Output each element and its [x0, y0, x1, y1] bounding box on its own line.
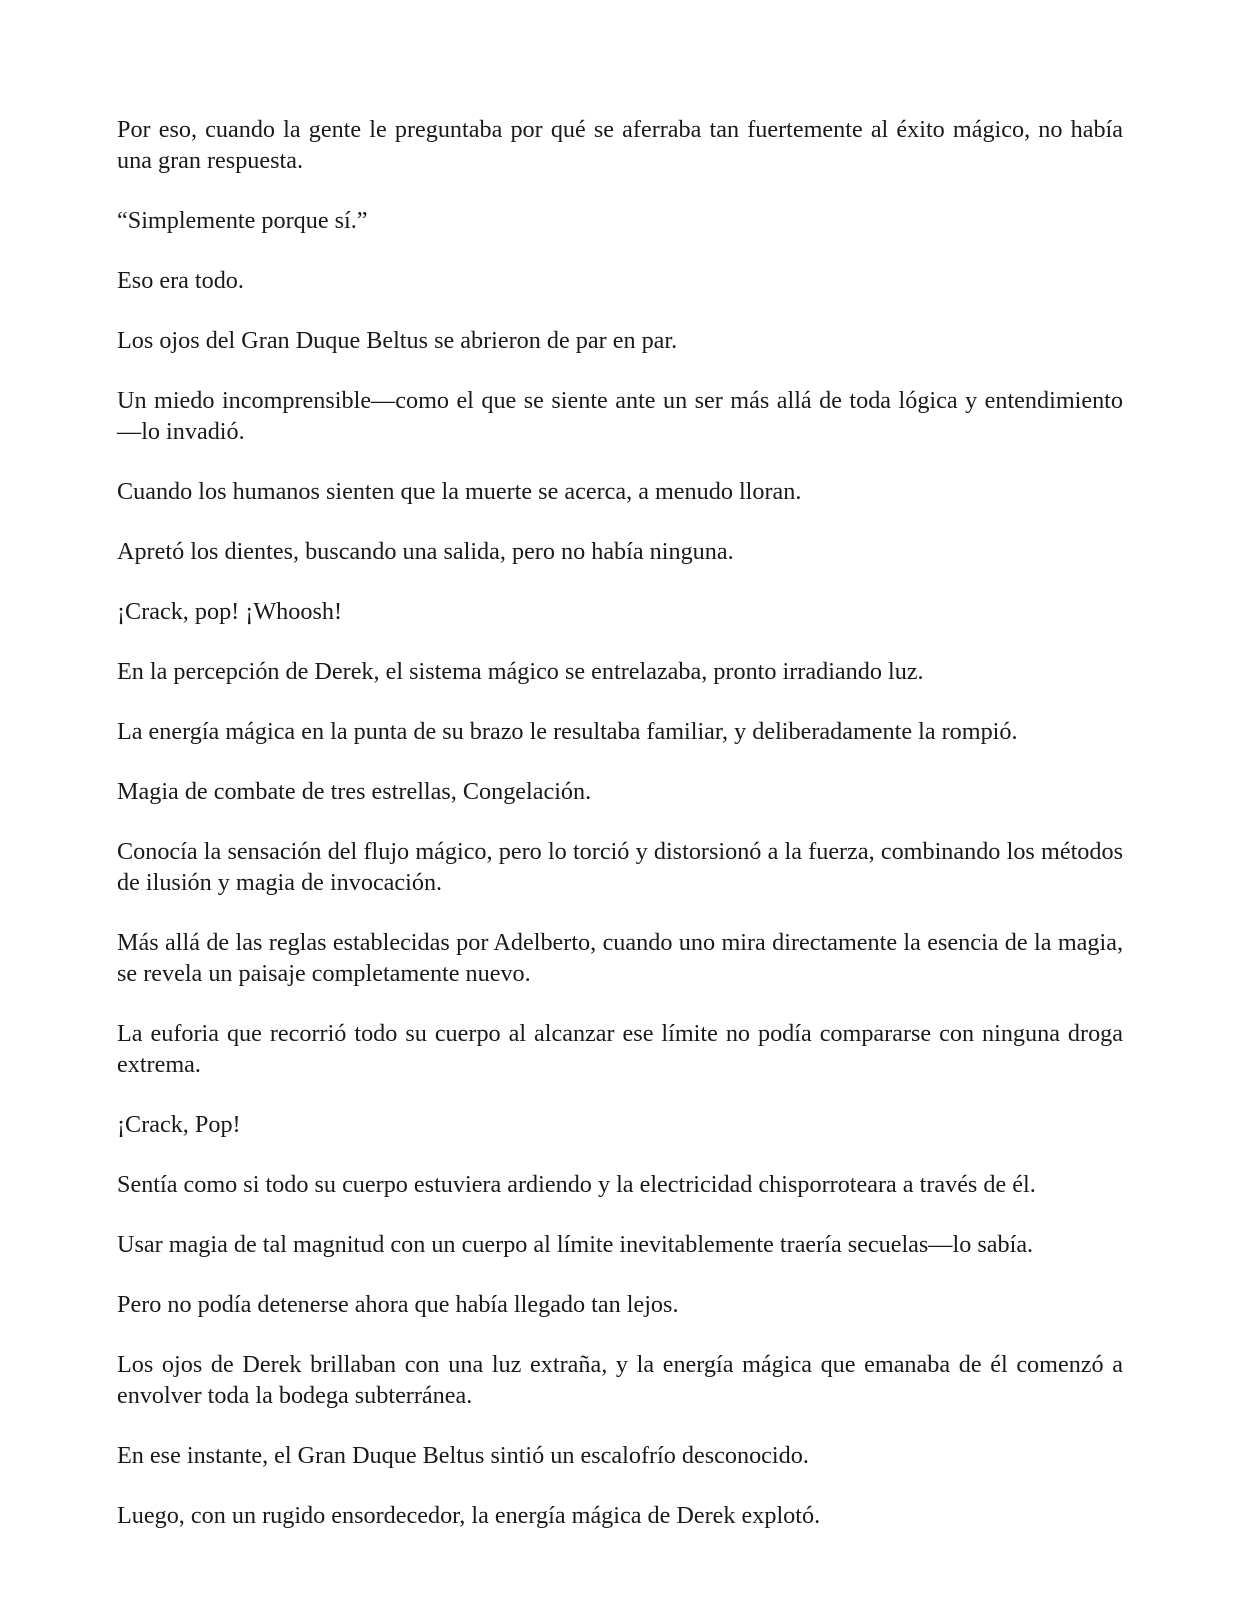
paragraph: “Simplemente porque sí.” — [117, 207, 368, 234]
paragraph: Pero no podía detenerse ahora que había llegado tan lejos. — [117, 1291, 679, 1318]
paragraph: Conocía la sensación del flujo mágico, pero lo torció y distorsionó a la fuerza, combinando los métodos de ilusión y magia de invocación. — [117, 838, 1123, 896]
paragraph: Los ojos del Gran Duque Beltus se abrieron de par en par. — [117, 327, 678, 354]
paragraph: Más allá de las reglas establecidas por Adelberto, cuando uno mira directamente la esencia de la magia, se revela un paisaje completamente nuevo. — [117, 929, 1123, 987]
paragraph: Eso era todo. — [117, 267, 244, 294]
paragraph: Usar magia de tal magnitud con un cuerpo al límite inevitablemente traería secuelas—lo sabía. — [117, 1231, 1034, 1258]
paragraph: La energía mágica en la punta de su brazo le resultaba familiar, y deliberadamente la rompió. — [117, 718, 1018, 745]
paragraph: ¡Crack, pop! ¡Whoosh! — [117, 598, 343, 625]
paragraph: La euforia que recorrió todo su cuerpo al alcanzar ese límite no podía compararse con ninguna droga extrema. — [117, 1020, 1123, 1078]
paragraph: En la percepción de Derek, el sistema mágico se entrelazaba, pronto irradiando luz. — [117, 658, 924, 685]
paragraph: ¡Crack, Pop! — [117, 1111, 241, 1138]
body-text — [117, 114, 1123, 1560]
paragraph: Los ojos de Derek brillaban con una luz extraña, y la energía mágica que emanaba de él comenzó a envolver toda la bodega subterránea. — [117, 1351, 1123, 1409]
paragraph: Sentía como si todo su cuerpo estuviera ardiendo y la electricidad chisporroteara a través de él. — [117, 1171, 1036, 1198]
paragraph: Un miedo incomprensible—como el que se siente ante un ser más allá de toda lógica y entendimiento—lo invadió. — [117, 387, 1123, 445]
paragraph: Por eso, cuando la gente le preguntaba por qué se aferraba tan fuertemente al éxito mágico, no había una gran respuesta. — [117, 116, 1123, 174]
paragraph: Cuando los humanos sienten que la muerte se acerca, a menudo lloran. — [117, 478, 802, 505]
paragraph: Apretó los dientes, buscando una salida, pero no había ninguna. — [117, 538, 734, 565]
paragraph: Luego, con un rugido ensordecedor, la energía mágica de Derek explotó. — [117, 1502, 821, 1529]
paragraph: En ese instante, el Gran Duque Beltus sintió un escalofrío desconocido. — [117, 1442, 809, 1469]
paragraph: Magia de combate de tres estrellas, Congelación. — [117, 778, 592, 805]
